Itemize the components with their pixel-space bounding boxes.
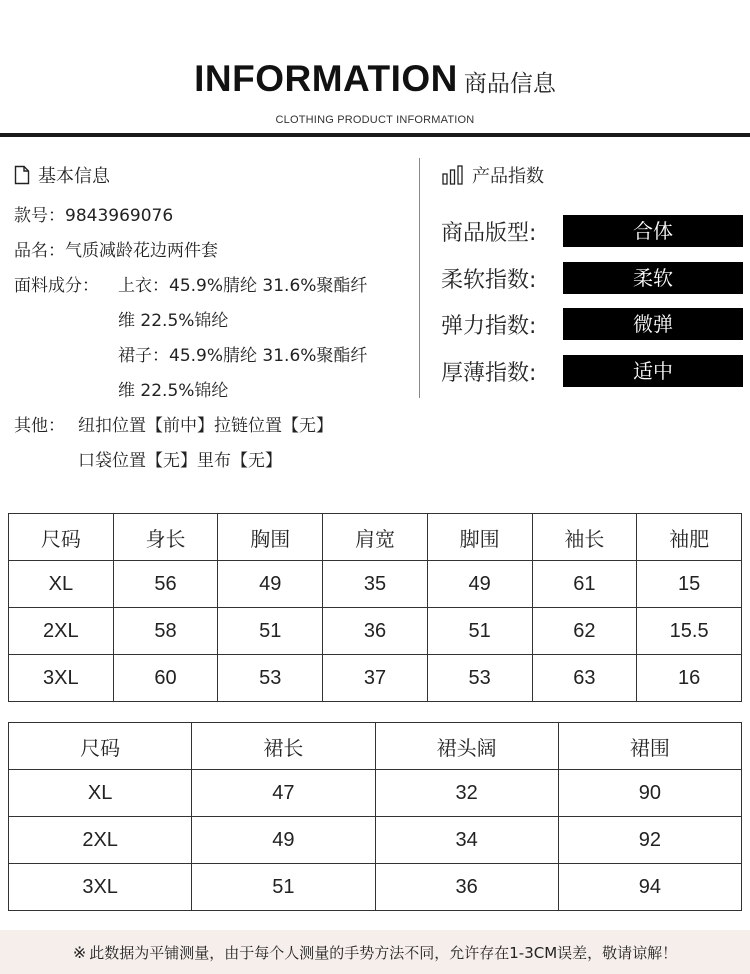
table-cell: 90 bbox=[558, 770, 741, 817]
fabric-top-line-1: 上衣：45.9%腈纶 31.6%聚酯纤 bbox=[118, 276, 368, 296]
fabric-label: 面料成分： bbox=[14, 276, 99, 296]
header-cell: 裙头阔 bbox=[375, 723, 558, 770]
table-cell: 51 bbox=[218, 608, 323, 655]
title-english: INFORMATION bbox=[194, 58, 458, 99]
table-cell: 35 bbox=[323, 561, 428, 608]
measurement-note-text: 此数据为平铺测量，由于每个人测量的手势方法不同，允许存在1-3CM误差，敬请谅解！ bbox=[89, 943, 678, 962]
header-cell: 尺码 bbox=[9, 723, 192, 770]
document-icon bbox=[14, 165, 30, 185]
table-cell: 36 bbox=[323, 608, 428, 655]
table-cell: 60 bbox=[113, 655, 218, 702]
index-value-softness: 柔软 bbox=[563, 262, 743, 294]
measurement-note bbox=[0, 930, 750, 974]
table-header-row bbox=[9, 514, 742, 561]
table-cell: 94 bbox=[558, 864, 741, 911]
index-value-elasticity: 微弹 bbox=[563, 308, 743, 340]
other-label: 其他： bbox=[14, 416, 65, 436]
table-row bbox=[9, 655, 742, 702]
table-cell: 51 bbox=[427, 608, 532, 655]
table-cell: 49 bbox=[218, 561, 323, 608]
index-row-thickness bbox=[441, 355, 743, 387]
index-label-elasticity: 弹力指数: bbox=[441, 313, 537, 339]
header-cell: 胸围 bbox=[218, 514, 323, 561]
index-label-thickness: 厚薄指数: bbox=[441, 360, 537, 386]
product-name-line bbox=[14, 241, 218, 261]
table-row bbox=[9, 561, 742, 608]
table-cell: 92 bbox=[558, 817, 741, 864]
header-cell: 袖肥 bbox=[637, 514, 742, 561]
index-row-fit bbox=[441, 215, 743, 247]
table-cell: 16 bbox=[637, 655, 742, 702]
table-cell: 61 bbox=[532, 561, 637, 608]
fabric-top-line-2: 维 22.5%锦纶 bbox=[118, 311, 229, 331]
fabric-skirt-line-2: 维 22.5%锦纶 bbox=[118, 381, 229, 401]
table-cell: 3XL bbox=[9, 655, 114, 702]
table-cell: 53 bbox=[218, 655, 323, 702]
bar-chart-icon bbox=[442, 165, 464, 185]
page-header bbox=[0, 58, 750, 126]
fabric-skirt-line-1: 裙子：45.9%腈纶 31.6%聚酯纤 bbox=[118, 346, 368, 366]
product-index-title: 产品指数 bbox=[472, 166, 544, 187]
title-row bbox=[0, 58, 750, 100]
index-row-softness bbox=[441, 262, 743, 294]
table-cell: 3XL bbox=[9, 864, 192, 911]
table-row bbox=[9, 608, 742, 655]
table-row bbox=[9, 770, 742, 817]
table-cell: 49 bbox=[192, 817, 375, 864]
table-cell: XL bbox=[9, 561, 114, 608]
style-number-value: 9843969076 bbox=[65, 206, 174, 226]
header-cell: 肩宽 bbox=[323, 514, 428, 561]
header-cell: 脚围 bbox=[427, 514, 532, 561]
header-cell: 身长 bbox=[113, 514, 218, 561]
style-number-line bbox=[14, 206, 173, 226]
index-row-elasticity bbox=[441, 308, 743, 340]
style-number-label: 款号： bbox=[14, 206, 65, 226]
table-cell: 51 bbox=[192, 864, 375, 911]
table-row bbox=[9, 817, 742, 864]
table-cell: 56 bbox=[113, 561, 218, 608]
other-line-2: 口袋位置【无】里布【无】 bbox=[78, 451, 282, 471]
basic-info-title: 基本信息 bbox=[38, 166, 110, 187]
basic-info-heading bbox=[14, 162, 110, 188]
header-cell: 尺码 bbox=[9, 514, 114, 561]
product-index-heading bbox=[442, 162, 544, 188]
skirt-size-table bbox=[8, 722, 742, 911]
header-divider bbox=[0, 133, 750, 137]
index-label-softness: 柔软指数: bbox=[441, 267, 537, 293]
table-cell: 49 bbox=[427, 561, 532, 608]
table-cell: 53 bbox=[427, 655, 532, 702]
other-line-1: 纽扣位置【前中】拉链位置【无】 bbox=[78, 416, 333, 436]
vertical-divider bbox=[419, 158, 420, 398]
table-cell: 58 bbox=[113, 608, 218, 655]
table-cell: 34 bbox=[375, 817, 558, 864]
index-value-fit: 合体 bbox=[563, 215, 743, 247]
table-cell: 2XL bbox=[9, 817, 192, 864]
table-cell: 63 bbox=[532, 655, 637, 702]
product-name-value: 气质减龄花边两件套 bbox=[65, 241, 218, 261]
table-cell: 2XL bbox=[9, 608, 114, 655]
top-size-table bbox=[8, 513, 742, 702]
table-cell: 37 bbox=[323, 655, 428, 702]
index-value-thickness: 适中 bbox=[563, 355, 743, 387]
header-cell: 裙长 bbox=[192, 723, 375, 770]
title-chinese: 商品信息 bbox=[463, 71, 556, 97]
reference-mark-icon: ※ bbox=[72, 942, 87, 962]
subtitle: CLOTHING PRODUCT INFORMATION bbox=[275, 114, 475, 126]
table-header-row bbox=[9, 723, 742, 770]
table-cell: 36 bbox=[375, 864, 558, 911]
index-label-fit: 商品版型: bbox=[441, 220, 537, 246]
table-cell: XL bbox=[9, 770, 192, 817]
header-cell: 袖长 bbox=[532, 514, 637, 561]
table-cell: 15.5 bbox=[637, 608, 742, 655]
product-name-label: 品名： bbox=[14, 241, 65, 261]
header-cell: 裙围 bbox=[558, 723, 741, 770]
table-cell: 15 bbox=[637, 561, 742, 608]
table-cell: 62 bbox=[532, 608, 637, 655]
table-row bbox=[9, 864, 742, 911]
table-cell: 32 bbox=[375, 770, 558, 817]
table-cell: 47 bbox=[192, 770, 375, 817]
